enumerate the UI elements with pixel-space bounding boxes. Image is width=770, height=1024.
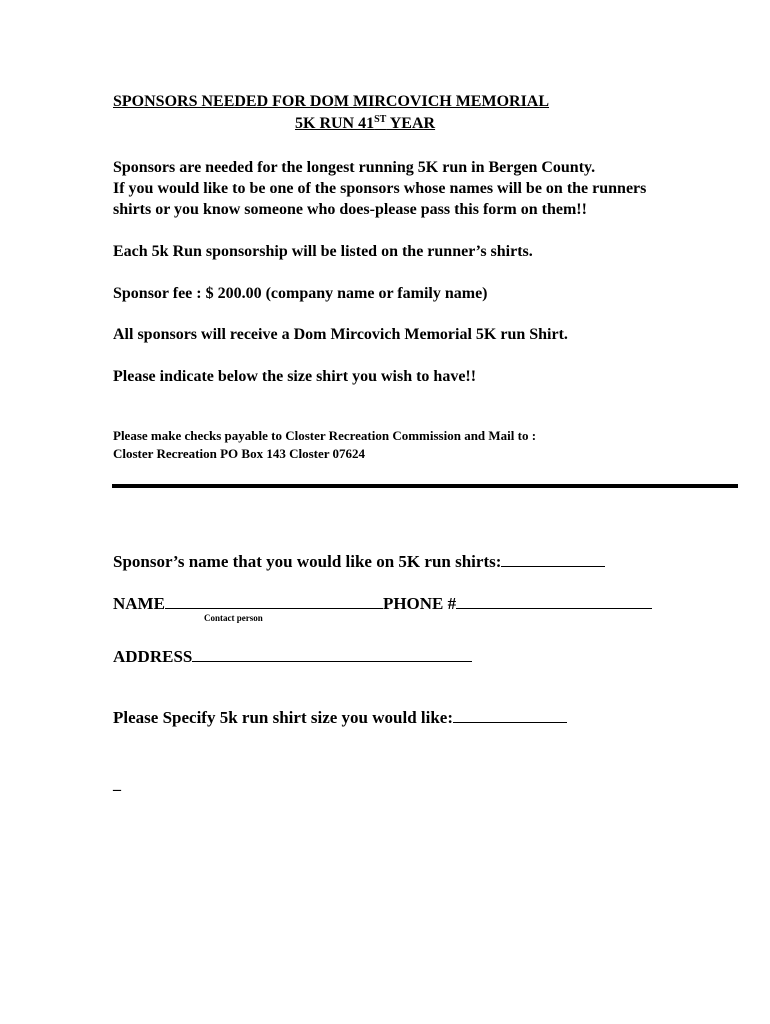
stray-mark: _ [113,776,121,793]
name-label: NAME [113,594,165,613]
shirt-note: All sponsors will receive a Dom Mircovich Memorial 5K run Shirt. [113,326,568,343]
form-title-line-2: 5K RUN 41ST YEAR [295,114,436,132]
phone-label: PHONE # [382,594,457,613]
address-field[interactable] [192,647,472,662]
payment-line-2: Closter Recreation PO Box 143 Closter 07624 [113,446,366,461]
address-label: ADDRESS [113,647,193,666]
address-row [113,647,472,667]
contact-person-caption: Contact person [204,613,263,623]
phone-field[interactable] [456,594,652,609]
name-phone-row [113,594,652,614]
sponsor-name-label: Sponsor’s name that you would like on 5K run shirts: [113,552,502,571]
sponsor-name-field[interactable] [501,552,605,567]
size-note: Please indicate below the size shirt you wish to have!! [113,368,477,385]
intro-line-2: If you would like to be one of the sponsors whose names will be on the runners [113,180,647,197]
shirt-size-row [113,708,567,728]
listing-note: Each 5k Run sponsorship will be listed on the runner’s shirts. [113,243,533,260]
fee-line: Sponsor fee : $ 200.00 (company name or family name) [113,285,488,302]
shirt-size-field[interactable] [453,708,567,723]
sponsor-name-row [113,552,605,572]
form-title-line-1: SPONSORS NEEDED FOR DOM MIRCOVICH MEMORIAL [113,93,550,110]
section-divider [112,484,738,488]
payment-line-1: Please make checks payable to Closter Recreation Commission and Mail to : [113,428,537,443]
intro-line-1: Sponsors are needed for the longest running 5K run in Bergen County. [113,159,596,176]
shirt-size-label: Please Specify 5k run shirt size you would like: [113,708,454,727]
intro-line-3: shirts or you know someone who does-please pass this form on them!! [113,201,587,218]
name-field[interactable] [165,594,383,609]
